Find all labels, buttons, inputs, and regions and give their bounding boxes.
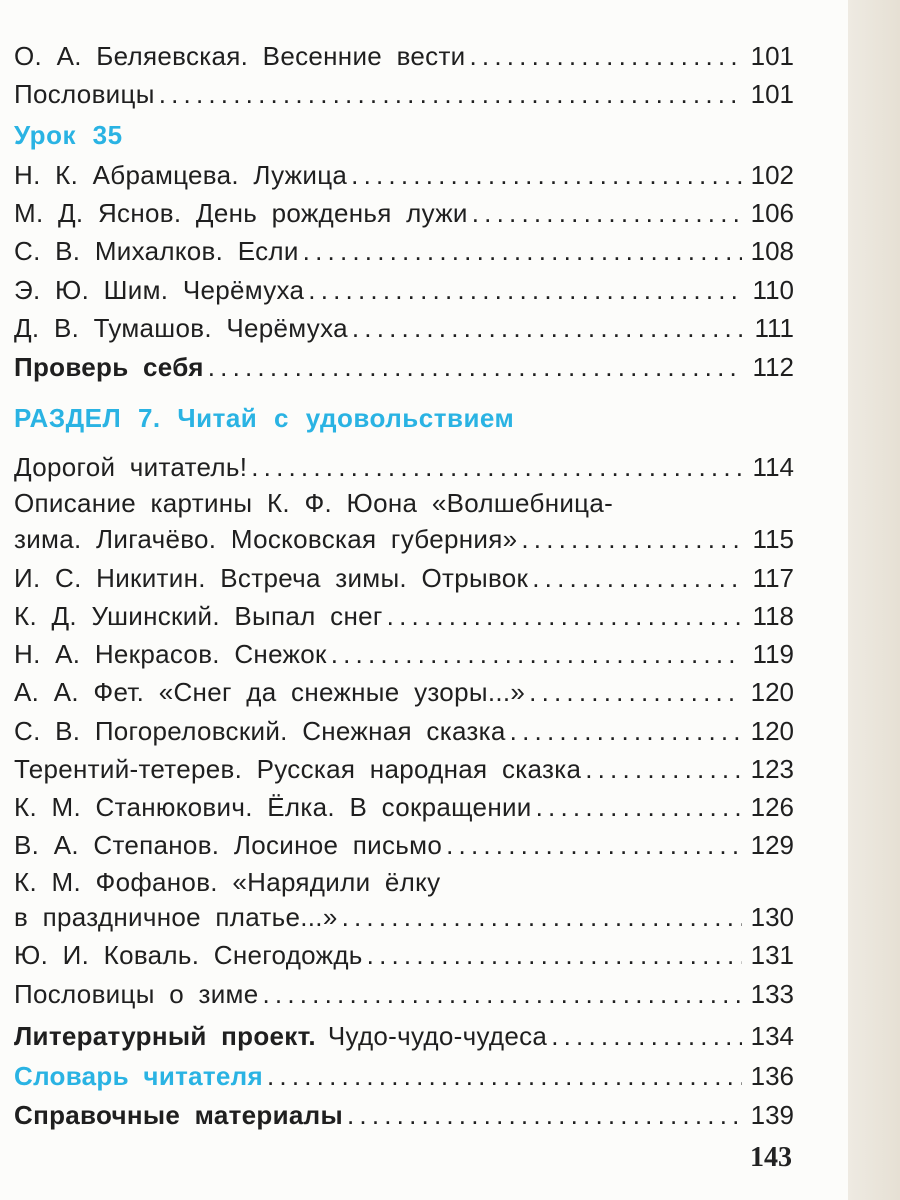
toc-entry-self-check (14, 352, 794, 382)
toc-entry-page: 136 (750, 1061, 794, 1091)
toc-entry-title: Н. А. Некрасов. Снежок (14, 639, 327, 669)
dot-leader (521, 524, 742, 554)
toc-entry-page: 126 (750, 792, 794, 822)
dot-leader (551, 1021, 742, 1051)
toc-entry (14, 236, 794, 266)
toc-entry-project (14, 1021, 794, 1051)
toc-entry (14, 754, 794, 784)
toc-entry-title-line2: в праздничное платье...» (14, 902, 338, 932)
dot-leader (367, 940, 742, 970)
toc-entry (14, 452, 794, 482)
dot-leader (446, 830, 742, 860)
toc-entry-page: 111 (754, 313, 794, 343)
toc-entry (14, 79, 794, 109)
toc-entry (14, 979, 794, 1009)
toc-entry-page: 114 (752, 452, 794, 482)
toc-entry-glossary (14, 1061, 794, 1091)
toc-entry-page: 130 (750, 902, 794, 932)
toc-entry-page: 101 (750, 41, 794, 71)
toc-entry (14, 563, 794, 593)
toc-entry-page: 139 (750, 1100, 794, 1130)
dot-leader (472, 198, 742, 228)
dot-leader (469, 41, 742, 71)
toc-entry-title: Пословицы (14, 79, 155, 109)
page-edge (848, 0, 900, 1200)
toc-entry (14, 601, 794, 631)
toc-entry (14, 792, 794, 822)
toc-entry (14, 313, 794, 343)
dot-leader (352, 313, 742, 343)
toc-entry-title: С. В. Погореловский. Снежная сказка (14, 716, 506, 746)
dot-leader (536, 792, 742, 822)
toc-entry-title-line1: К. М. Фофанов. «Нарядили ёлку (14, 867, 441, 897)
dot-leader (510, 716, 742, 746)
toc-entry-title: Ю. И. Коваль. Снегодождь (14, 940, 363, 970)
toc-entry-page: 119 (752, 639, 794, 669)
toc-entry (14, 41, 794, 71)
toc-entry-title: Словарь читателя (14, 1061, 263, 1091)
toc-entry-page: 131 (750, 940, 794, 970)
section-heading: РАЗДЕЛ 7. Читай с удовольствием (14, 403, 515, 433)
dot-leader (262, 979, 742, 1009)
toc-entry-title: Терентий-тетерев. Русская народная сказка (14, 754, 582, 784)
dot-leader (585, 754, 742, 784)
toc-entry-title: К. М. Станюкович. Ёлка. В сокращении (14, 792, 532, 822)
toc-entry (14, 198, 794, 228)
toc-entry-title: Э. Ю. Шим. Черёмуха (14, 275, 305, 305)
toc-entry-title-line2: зима. Лигачёво. Московская губерния» (14, 524, 518, 554)
toc-entry-page: 110 (752, 275, 794, 305)
toc-entry-title: О. А. Беляевская. Весенние вести (14, 41, 466, 71)
toc-entry-page: 108 (750, 236, 794, 266)
toc-entry-title: Справочные материалы (14, 1100, 343, 1130)
toc-entry-page: 134 (750, 1021, 794, 1051)
toc-entry-page: 120 (750, 677, 794, 707)
toc-entry-title-bold: Литературный проект. (14, 1021, 316, 1051)
toc-entry-page: 133 (750, 979, 794, 1009)
toc-entry-page: 120 (750, 716, 794, 746)
toc-entry-title: Пословицы о зиме (14, 979, 259, 1009)
toc-entry-title: Н. К. Абрамцева. Лужица (14, 160, 348, 190)
toc-entry (14, 716, 794, 746)
toc-entry-page: 115 (752, 524, 794, 554)
toc-entry (14, 677, 794, 707)
dot-leader (308, 275, 742, 305)
toc-entry-title: В. А. Степанов. Лосиное письмо (14, 830, 443, 860)
toc-entry (14, 830, 794, 860)
toc-entry-title: М. Д. Яснов. День рожденья лужи (14, 198, 468, 228)
dot-leader (347, 1100, 742, 1130)
dot-leader (208, 352, 742, 382)
toc-entry (14, 639, 794, 669)
toc-entry-title-line1: Описание картины К. Ф. Юона «Волшебница- (14, 488, 614, 518)
dot-leader (342, 902, 742, 932)
toc-entry-two-line (14, 867, 794, 932)
toc-entry-title: Проверь себя (14, 352, 204, 382)
page-number: 143 (750, 1142, 792, 1173)
dot-leader (331, 639, 742, 669)
toc-entry (14, 275, 794, 305)
dot-leader (251, 452, 742, 482)
toc-entry-title: Дорогой читатель! (14, 452, 248, 482)
toc-entry-title: А. А. Фет. «Снег да снежные узоры...» (14, 677, 526, 707)
toc-entry-two-line (14, 488, 794, 554)
dot-leader (532, 563, 742, 593)
toc-entry-page: 106 (750, 198, 794, 228)
toc-entry-title: С. В. Михалков. Если (14, 236, 299, 266)
toc-entry (14, 940, 794, 970)
toc-entry-title: Чудо-чудо-чудеса (327, 1021, 548, 1051)
dot-leader (267, 1061, 742, 1091)
toc-entry-page: 118 (752, 601, 794, 631)
toc-entry-page: 102 (750, 160, 794, 190)
dot-leader (159, 79, 742, 109)
toc-entry-title: Д. В. Тумашов. Черёмуха (14, 313, 348, 343)
toc-entry-page: 129 (750, 830, 794, 860)
toc-entry-page: 123 (750, 754, 794, 784)
dot-leader (351, 160, 742, 190)
toc-entry-title: И. С. Никитин. Встреча зимы. Отрывок (14, 563, 529, 593)
toc-entry-page: 101 (750, 79, 794, 109)
lesson-heading: Урок 35 (14, 120, 123, 150)
toc-entry-reference (14, 1100, 794, 1130)
dot-leader (529, 677, 742, 707)
toc-entry-title: К. Д. Ушинский. Выпал снег (14, 601, 383, 631)
dot-leader (387, 601, 742, 631)
toc-entry-page: 117 (752, 563, 794, 593)
toc-entry (14, 160, 794, 190)
toc-entry-page: 112 (752, 352, 794, 382)
dot-leader (303, 236, 742, 266)
